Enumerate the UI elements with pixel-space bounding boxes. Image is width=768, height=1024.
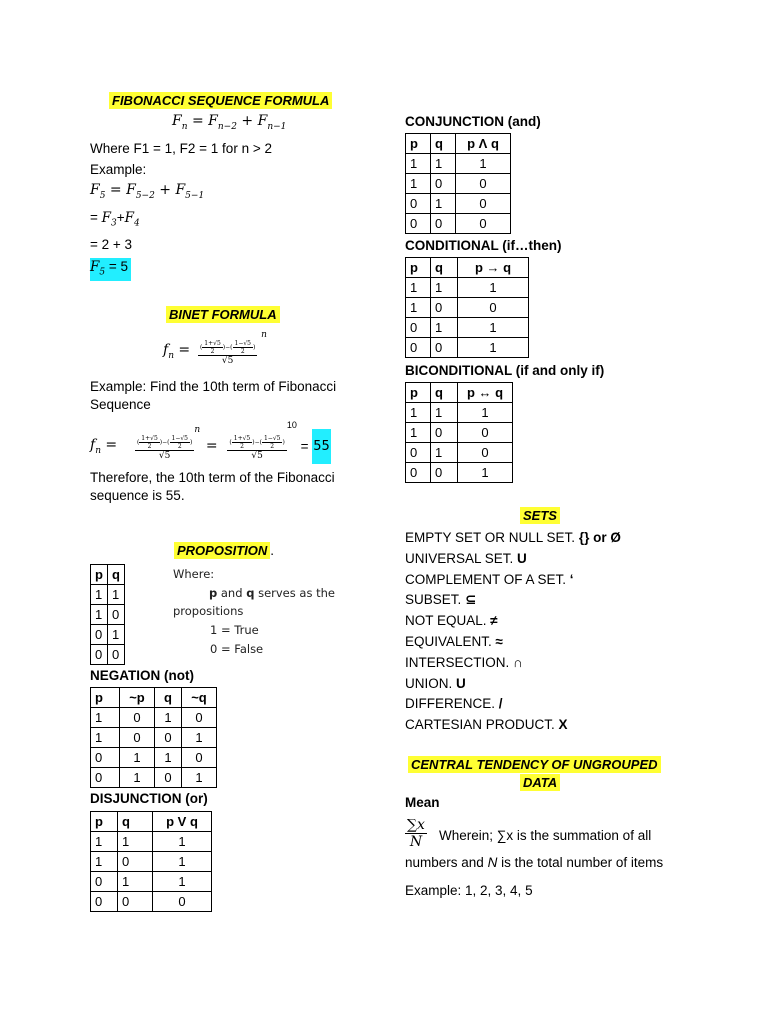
- table-cell: 0: [91, 892, 118, 912]
- table-cell: 1: [153, 872, 212, 892]
- disjunction-table: [90, 811, 212, 912]
- p-letter: p: [209, 586, 218, 600]
- formula-op: =: [105, 182, 127, 198]
- fraction-denominator: 2: [270, 442, 275, 450]
- disjunction-heading: DISJUNCTION (or): [90, 791, 208, 806]
- table-cell: 1: [153, 832, 212, 852]
- table-cell: 1: [107, 585, 124, 605]
- set-symbol: ‘: [569, 571, 574, 587]
- table-cell: 0: [153, 892, 212, 912]
- binet-exponent: n: [194, 425, 201, 435]
- table-row: [91, 872, 212, 892]
- table-header: p → q: [458, 258, 529, 278]
- proposition-where-line2: propositions: [173, 604, 244, 618]
- table-header: p: [91, 812, 118, 832]
- table-cell: 0: [431, 338, 458, 358]
- formula-op: =: [90, 210, 102, 225]
- table-cell: 1: [458, 278, 529, 298]
- table-cell: 0: [120, 728, 155, 748]
- proposition-heading: PROPOSITION: [174, 542, 270, 559]
- table-cell: 0: [91, 872, 118, 892]
- table-row: [406, 194, 511, 214]
- proposition-period: .: [270, 543, 275, 558]
- table-cell: 1: [406, 154, 431, 174]
- binet-conclusion1: Therefore, the 10th term of the Fibonacci: [90, 470, 335, 485]
- table-cell: 1: [91, 728, 120, 748]
- table-cell: 1: [120, 748, 155, 768]
- formula-term: f: [90, 437, 96, 454]
- formula-sub: 3: [111, 218, 117, 229]
- table-cell: 0: [155, 728, 182, 748]
- table-cell: 0: [406, 214, 431, 234]
- formula-op: +: [116, 210, 125, 225]
- table-cell: 1: [153, 852, 212, 872]
- table-cell: 1: [182, 728, 217, 748]
- table-cell: 0: [458, 443, 513, 463]
- fibonacci-example-label: Example:: [90, 162, 147, 177]
- table-cell: 0: [406, 338, 431, 358]
- fraction-denominator: 2: [240, 442, 244, 450]
- table-cell: 0: [431, 423, 458, 443]
- binet-fraction: ( $\frac{1+√5}{2}$ )−( $\frac{1-√5}{2}$ ) √5: [227, 432, 286, 461]
- table-cell: 1: [406, 174, 431, 194]
- mean-fraction: [405, 817, 427, 850]
- table-cell: 0: [406, 194, 431, 214]
- formula-sub: 4: [134, 218, 140, 229]
- table-header: q: [155, 688, 182, 708]
- serves-text: serves as the: [254, 586, 335, 600]
- table-cell: 0: [431, 463, 458, 483]
- set-symbol: X: [558, 717, 568, 733]
- fraction-numerator: 1−√5: [263, 434, 281, 442]
- set-label: CARTESIAN PRODUCT.: [405, 717, 559, 733]
- table-cell: 0: [107, 645, 124, 665]
- set-label: UNION.: [405, 675, 457, 691]
- fibonacci-heading: FIBONACCI SEQUENCE FORMULA: [109, 92, 332, 109]
- fibonacci-example-line3: = 2 + 3: [90, 237, 133, 252]
- table-cell: 1: [91, 585, 108, 605]
- table-cell: 1: [91, 605, 108, 625]
- mean-label: Mean: [405, 795, 440, 810]
- fraction-numerator: 1−√5: [234, 339, 251, 347]
- table-header: p Λ q: [456, 134, 511, 154]
- table-row: [406, 403, 513, 423]
- set-symbol: ∩: [513, 654, 523, 670]
- fraction-numerator: ∑x: [407, 817, 425, 833]
- formula-term: F: [90, 182, 100, 198]
- table-cell: 0: [406, 318, 431, 338]
- table-header: p: [406, 383, 431, 403]
- table-cell: 0: [120, 708, 155, 728]
- table-row: [406, 443, 513, 463]
- set-label: EQUIVALENT.: [405, 633, 496, 649]
- list-item: [405, 715, 621, 736]
- table-cell: 1: [458, 403, 513, 423]
- table-header: p ↔ q: [458, 383, 513, 403]
- table-cell: 1: [431, 443, 458, 463]
- table-header: ~p: [120, 688, 155, 708]
- fibonacci-example-result: [90, 258, 131, 281]
- formula-term: f: [163, 342, 169, 359]
- table-row: [91, 748, 217, 768]
- formula-term: F: [208, 113, 218, 129]
- table-cell: 0: [456, 174, 511, 194]
- table-cell: 1: [118, 832, 153, 852]
- set-label: COMPLEMENT OF A SET.: [405, 571, 570, 587]
- table-header: p: [406, 134, 431, 154]
- formula-term: F: [101, 210, 112, 226]
- table-cell: 1: [458, 463, 513, 483]
- table-cell: 0: [155, 768, 182, 788]
- binet-example-text: Example: Find the 10th term of Fibonacci: [90, 379, 337, 394]
- table-row: [91, 625, 125, 645]
- fraction-numerator: 1+√5: [233, 434, 251, 442]
- set-symbol: /: [498, 696, 503, 712]
- formula-op: =: [187, 113, 209, 129]
- table-header: q: [431, 258, 458, 278]
- table-cell: 1: [107, 625, 124, 645]
- table-cell: 1: [406, 298, 431, 318]
- formula-term: F: [90, 259, 100, 275]
- q-letter: q: [246, 586, 255, 600]
- table-cell: 0: [431, 298, 458, 318]
- table-row: [406, 154, 511, 174]
- table-row: [406, 278, 529, 298]
- formula-sub: n: [181, 121, 188, 132]
- table-cell: 0: [458, 298, 529, 318]
- fraction-denominator: N: [409, 834, 423, 850]
- table-row: [91, 768, 217, 788]
- formula-sub: 5−2: [135, 190, 155, 201]
- fibonacci-where: Where F1 = 1, F2 = 1 for n > 2: [90, 141, 272, 156]
- central-heading-line1: CENTRAL TENDENCY OF UNGROUPED: [408, 756, 661, 773]
- binet-result: 55: [312, 429, 331, 464]
- binet-exponent-10: 10: [286, 420, 297, 430]
- table-header: p: [91, 688, 120, 708]
- desc-text: is the total number of items: [497, 855, 664, 870]
- list-item: [405, 549, 621, 570]
- fraction-numerator: 1+√5: [204, 339, 221, 347]
- table-header: p: [406, 258, 431, 278]
- set-symbol: ≈: [495, 633, 503, 649]
- table-cell: 0: [431, 214, 456, 234]
- list-item: [405, 528, 621, 549]
- table-cell: 1: [155, 748, 182, 768]
- binet-conclusion2: sequence is 55.: [90, 488, 185, 503]
- table-cell: 0: [91, 748, 120, 768]
- list-item: [405, 632, 621, 653]
- table-cell: 1: [91, 708, 120, 728]
- table-cell: 1: [458, 338, 529, 358]
- table-row: [406, 318, 529, 338]
- table-row: [91, 832, 212, 852]
- set-symbol: {} or Ø: [578, 530, 621, 545]
- sqrt5: √5: [251, 450, 263, 461]
- fraction-denominator: 2: [240, 347, 245, 355]
- list-item: [405, 674, 621, 695]
- table-row: [91, 708, 217, 728]
- table-cell: 1: [431, 403, 458, 423]
- formula-op: +: [154, 182, 176, 198]
- fibonacci-example-line1: [90, 182, 204, 201]
- table-cell: 1: [118, 872, 153, 892]
- table-cell: 0: [458, 423, 513, 443]
- set-label: EMPTY SET OR NULL SET.: [405, 530, 579, 545]
- set-label: DIFFERENCE.: [405, 696, 499, 712]
- formula-sub: n: [168, 350, 174, 361]
- formula-term: F: [257, 113, 268, 129]
- list-item: [405, 694, 621, 715]
- table-cell: 0: [182, 748, 217, 768]
- table-cell: 1: [431, 154, 456, 174]
- table-row: [406, 338, 529, 358]
- table-cell: 0: [107, 605, 124, 625]
- table-row: [91, 892, 212, 912]
- table-cell: 0: [406, 443, 431, 463]
- table-cell: 1: [456, 154, 511, 174]
- sets-heading: SETS: [520, 507, 560, 524]
- table-cell: 1: [431, 278, 458, 298]
- formula-sub: n−2: [217, 121, 237, 132]
- biconditional-table: [405, 382, 513, 483]
- central-heading-line2: DATA: [520, 774, 560, 791]
- table-cell: 1: [406, 423, 431, 443]
- list-item: [405, 653, 621, 674]
- set-label: NOT EQUAL.: [405, 613, 491, 629]
- formula-sub: 5−1: [185, 190, 205, 201]
- list-item: [405, 590, 621, 611]
- binet-formula: [163, 330, 267, 366]
- table-cell: 1: [431, 194, 456, 214]
- table-cell: 0: [91, 645, 108, 665]
- formula-sub: 5: [99, 190, 106, 201]
- desc-n: N: [487, 855, 498, 870]
- table-cell: 1: [458, 318, 529, 338]
- table-row: [91, 605, 125, 625]
- list-item: [405, 570, 621, 591]
- fibonacci-formula: [172, 113, 286, 132]
- formula-sub: n−1: [267, 121, 287, 132]
- binet-fraction: ( $\frac{1+√5}{2}$ )−( $\frac{1-√5}{2}$ ) √5: [135, 432, 194, 461]
- table-cell: 1: [406, 278, 431, 298]
- proposition-heading-wrap: [174, 543, 274, 558]
- table-cell: 0: [91, 768, 120, 788]
- table-header: p V q: [153, 812, 212, 832]
- proposition-where-line1: [209, 586, 335, 600]
- formula-term: F: [124, 210, 135, 226]
- table-cell: 1: [120, 768, 155, 788]
- proposition-true-def: 1 = True: [210, 623, 259, 637]
- formula-term: F: [172, 113, 182, 129]
- table-header: q: [431, 134, 456, 154]
- sets-list: [405, 528, 621, 736]
- table-cell: 0: [182, 708, 217, 728]
- mean-description-line1: Wherein; ∑x is the summation of all: [439, 828, 652, 843]
- table-cell: 1: [182, 768, 217, 788]
- sqrt5: √5: [221, 355, 234, 366]
- proposition-where-label: Where:: [173, 567, 215, 581]
- table-row: [91, 645, 125, 665]
- formula-op: =: [300, 438, 313, 454]
- formula-result: = 5: [105, 259, 129, 274]
- formula-sub: 5: [99, 267, 106, 278]
- desc-text: numbers and: [405, 855, 488, 870]
- table-row: [406, 298, 529, 318]
- formula-term: F: [126, 182, 136, 198]
- set-symbol: ≠: [490, 613, 498, 629]
- fraction-numerator: 1+√5: [141, 434, 158, 442]
- formula-op: +: [236, 113, 258, 129]
- table-row: [91, 585, 125, 605]
- table-cell: 0: [118, 892, 153, 912]
- table-header: q: [118, 812, 153, 832]
- table-header: ~q: [182, 688, 217, 708]
- table-cell: 0: [456, 194, 511, 214]
- table-row: [91, 728, 217, 748]
- table-row: [406, 214, 511, 234]
- table-row: [406, 463, 513, 483]
- table-row: [406, 423, 513, 443]
- table-header: p: [91, 565, 108, 585]
- table-header: q: [107, 565, 124, 585]
- conditional-table: [405, 257, 529, 358]
- binet-fraction: ( $\frac{1+√5}{2}$ )−( $\frac{1-√5}{2}$ ) √5: [198, 337, 257, 366]
- table-row: [406, 174, 511, 194]
- table-cell: 1: [406, 403, 431, 423]
- fraction-denominator: 2: [177, 442, 182, 450]
- conjunction-table: [405, 133, 511, 234]
- table-cell: 0: [431, 174, 456, 194]
- biconditional-heading: BICONDITIONAL (if and only if): [405, 363, 605, 378]
- set-label: SUBSET.: [405, 592, 466, 608]
- fraction-denominator: 2: [210, 347, 215, 355]
- formula-op: =: [205, 438, 218, 455]
- table-header: q: [431, 383, 458, 403]
- formula-op: =: [173, 342, 191, 359]
- table-cell: 1: [431, 318, 458, 338]
- set-symbol: ⊆: [465, 592, 477, 608]
- fraction-denominator: 2: [147, 442, 152, 450]
- fraction-numerator: 1−√5: [171, 434, 188, 442]
- set-label: UNIVERSAL SET.: [405, 550, 518, 566]
- negation-table: [90, 687, 217, 788]
- table-cell: 1: [91, 832, 118, 852]
- conditional-heading: CONDITIONAL (if…then): [405, 238, 562, 253]
- table-cell: 0: [118, 852, 153, 872]
- table-row: [91, 852, 212, 872]
- conjunction-heading: CONJUNCTION (and): [405, 114, 541, 129]
- set-symbol: U: [517, 550, 527, 566]
- proposition-table: [90, 564, 125, 665]
- negation-heading: NEGATION (not): [90, 668, 194, 683]
- binet-exponent: n: [261, 330, 267, 340]
- and-word: and: [217, 586, 247, 600]
- formula-term: F: [175, 182, 186, 198]
- table-cell: 0: [91, 625, 108, 645]
- table-cell: 0: [406, 463, 431, 483]
- formula-sub: n: [95, 445, 101, 456]
- list-item: [405, 611, 621, 632]
- mean-description-line2: [405, 855, 663, 870]
- set-label: INTERSECTION.: [405, 654, 514, 670]
- table-cell: 1: [155, 708, 182, 728]
- mean-example: Example: 1, 2, 3, 4, 5: [405, 883, 533, 898]
- set-symbol: U: [456, 675, 466, 691]
- binet-heading: BINET FORMULA: [166, 306, 280, 323]
- sqrt5: √5: [158, 450, 171, 461]
- table-cell: 1: [91, 852, 118, 872]
- table-cell: 0: [456, 214, 511, 234]
- proposition-false-def: 0 = False: [210, 642, 264, 656]
- binet-example-text2: Sequence: [90, 397, 151, 412]
- fibonacci-example-line2: [90, 210, 140, 229]
- binet-example-formula: [90, 420, 331, 461]
- formula-op: =: [100, 437, 118, 454]
